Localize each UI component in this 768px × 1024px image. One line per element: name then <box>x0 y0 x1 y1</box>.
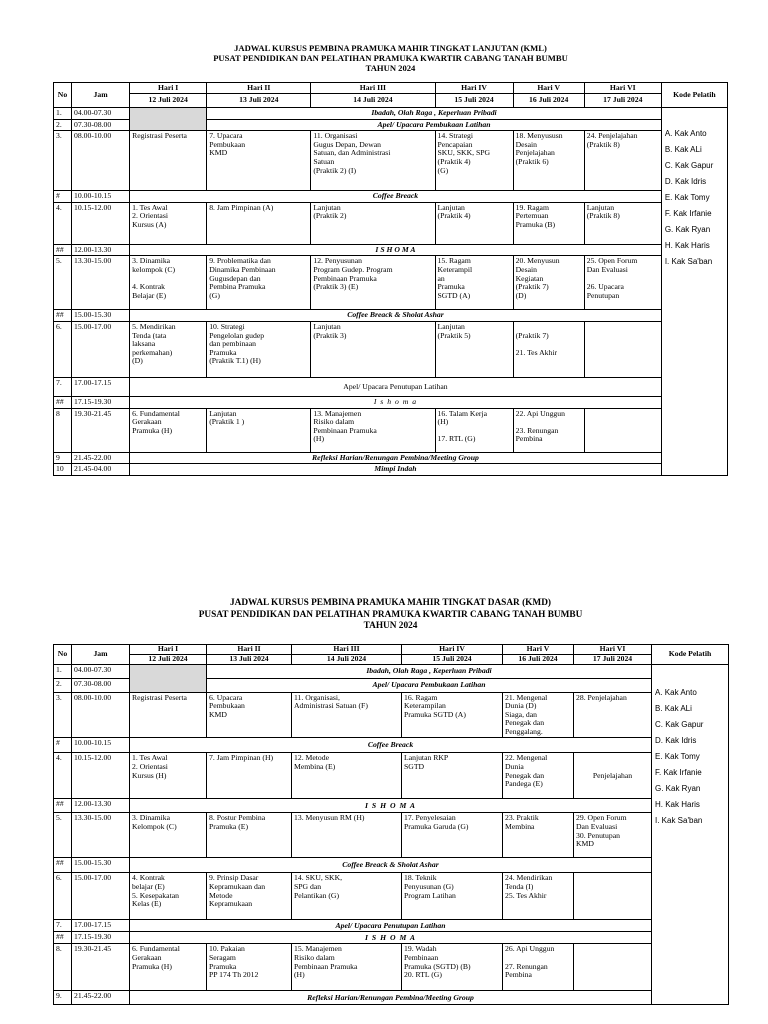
session-cell <box>584 321 661 377</box>
session-cell: 12. Metode Membina (E) <box>292 753 402 799</box>
session-cell: Lanjutan (Praktik 8) <box>584 202 661 244</box>
session-cell: 25. Open Forum Dan Evaluasi 26. Upacara Penutupan <box>584 256 661 310</box>
kml-table <box>53 82 728 476</box>
row-no: 1. <box>54 664 72 678</box>
row-no: 6. <box>54 873 72 920</box>
row-time: 15.00-15.30 <box>72 310 130 322</box>
row-no: 8 <box>54 408 72 452</box>
row-time: 15.00-15.30 <box>72 858 130 873</box>
row-time: 19.30-21.45 <box>72 408 130 452</box>
kml-title-line-1: JADWAL KURSUS PEMBINA PRAMUKA MAHIR TINGKAT LANJUTAN (KML) <box>234 43 547 53</box>
registration-shade <box>130 664 207 692</box>
kml-title-line-3: TAHUN 2024 <box>365 63 416 73</box>
session-cell: 6. Upacara Pembukaan KMD <box>207 692 292 738</box>
activity-span: Ibadah, Olah Raga , Keperluan Pribadi <box>207 664 652 678</box>
session-cell: 14. Strategi Pencapaian SKU, SKK, SPG (Praktik 4) (G) <box>435 131 513 191</box>
session-cell: 6. Fundamental Gerakaan Pramuka (H) <box>130 408 207 452</box>
session-cell: 15. Ragam Keterampil an Pramuka SGTD (A) <box>435 256 513 310</box>
row-time: 21.45-22.00 <box>72 452 130 464</box>
row-time: 17.00-17.15 <box>72 377 130 396</box>
row-time: 10.15-12.00 <box>72 753 130 799</box>
session-cell: 28. Penjelajahan <box>574 692 652 738</box>
row-time: 15.00-17.00 <box>72 873 130 920</box>
activity-span: Mimpi Indah <box>130 464 662 476</box>
session-cell: 5. Mendirikan Tenda (tata laksana perkemahan) (D) <box>130 321 207 377</box>
row-no: ## <box>54 396 72 408</box>
session-cell: 16. Ragam Keterampilan Pramuka SGTD (A) <box>402 692 503 738</box>
session-cell: 9. Problematika dan Dinamika Pembinaan Gugusdepan dan Pembina Pramuka (G) <box>207 256 311 310</box>
activity-span: I s h o m a <box>130 396 662 408</box>
row-no: # <box>54 191 72 203</box>
session-cell: 10. Pakaian Seragam Pramuka PP 174 Th 2012 <box>207 944 292 991</box>
session-cell: 19. Wadah Pembinaan Pramuka (SGTD) (B) 20. RTL (G) <box>402 944 503 991</box>
kml-title-line-2: PUSAT PENDIDIKAN DAN PELATIHAN PRAMUKA KWARTIR CABANG TANAH BUMBU <box>213 53 568 63</box>
row-no: # <box>54 738 72 753</box>
row-no: 6. <box>54 321 72 377</box>
row-no: ## <box>54 932 72 944</box>
kmd-title-line-2: PUSAT PENDIDIKAN DAN PELATIHAN PRAMUKA KWARTIR CABANG TANAH BUMBU <box>198 609 583 620</box>
session-cell: 3. Dinamika Kelompok (C) <box>130 813 207 858</box>
session-cell: 20. Menyusun Desain Kegiatan (Praktik 7) (D) <box>513 256 584 310</box>
activity-span: Apel/ Upacara Penutupan Latihan <box>130 920 652 932</box>
activity-span: Apel/ Upacara Pembukaan Latihan <box>207 119 662 131</box>
row-no: ## <box>54 858 72 873</box>
session-cell: 8. Postur Pembina Pramuka (E) <box>207 813 292 858</box>
col-kode-header: Kode Pelatih <box>661 83 727 108</box>
session-cell <box>574 944 652 991</box>
session-cell: Registrasi Peserta <box>130 131 207 191</box>
session-cell: 8. Jam Pimpinan (A) <box>207 202 311 244</box>
session-cell: Lanjutan (Praktik 4) <box>435 202 513 244</box>
session-cell: 15. Manajemen Risiko dalam Pembinaan Pramuka (H) <box>292 944 402 991</box>
session-cell: Lanjutan (Praktik 3) <box>311 321 435 377</box>
session-cell: 23. Praktik Membina <box>503 813 574 858</box>
row-no: 3. <box>54 131 72 191</box>
kmd-title-line-3: TAHUN 2024 <box>363 621 418 631</box>
activity-span: Coffee Breack <box>130 738 652 753</box>
kode-pelatih-list: A. Kak Anto B. Kak ALi C. Kak Gapur D. Kak Idris E. Kak Tomy F. Kak Irfanie G. Kak Ryan H. Kak Haris I. Kak Sa'ban <box>661 108 727 476</box>
row-no: 9. <box>54 991 72 1005</box>
row-no: 5. <box>54 256 72 310</box>
row-time: 13.30-15.00 <box>72 813 130 858</box>
session-cell: Lanjutan (Praktik 5) <box>435 321 513 377</box>
row-time: 21.45-22.00 <box>72 991 130 1005</box>
row-time: 07.30-08.00 <box>72 678 130 692</box>
row-no: 7. <box>54 377 72 396</box>
row-no: 1. <box>54 108 72 120</box>
row-no: 2. <box>54 119 72 131</box>
session-cell: 6. Fundamental Gerakaan Pramuka (H) <box>130 944 207 991</box>
kml-title <box>53 43 728 73</box>
session-cell: 10. Strategi Pengelolan gudep dan pembinaan Pramuka (Praktik T.1) (H) <box>207 321 311 377</box>
row-no: 9 <box>54 452 72 464</box>
session-cell: 18. Menyususn Desain Penjelajahan (Praktik 6) <box>513 131 584 191</box>
row-time: 10.00-10.15 <box>72 738 130 753</box>
col-jam-header: Jam <box>72 83 130 108</box>
kml-schedule <box>53 43 728 476</box>
session-cell: 18. Teknik Penyusunan (G) Program Latihan <box>402 873 503 920</box>
session-cell: 19. Ragam Pertemuan Pramuka (B) <box>513 202 584 244</box>
activity-span: I S H O M A <box>130 799 652 813</box>
session-cell: 16. Talam Kerja (H) 17. RTL (G) <box>435 408 513 452</box>
session-cell: 4. Kontrak belajar (E) 5. Kesepakatan Kelas (E) <box>130 873 207 920</box>
activity-span: Refleksi Harian/Renungan Pembina/Meeting Group <box>130 991 652 1005</box>
row-time: 04.00-07.30 <box>72 108 130 120</box>
row-time: 12.00-13.30 <box>72 244 130 256</box>
row-time: 10.00-10.15 <box>72 191 130 203</box>
session-cell: 11. Organisasi Gugus Depan, Dewan Satuan, dan Administrasi Satuan (Praktik 2) (I) <box>311 131 435 191</box>
activity-span: Refleksi Harian/Renungan Pembina/Meeting Group <box>130 452 662 464</box>
row-no: 8. <box>54 944 72 991</box>
row-time: 12.00-13.30 <box>72 799 130 813</box>
row-time: 17.15-19.30 <box>72 932 130 944</box>
session-cell: 13. Manajemen Risiko dalam Pembinaan Pramuka (H) <box>311 408 435 452</box>
session-cell: 17. Penyelesaian Pramuka Garuda (G) <box>402 813 503 858</box>
row-time: 10.15-12.00 <box>72 202 130 244</box>
day-header: Hari III <box>311 83 435 94</box>
date-header: 14 Juli 2024 <box>292 654 402 664</box>
day-header: Hari IV <box>402 644 503 654</box>
session-cell: 24. Mendirikan Tenda (I) 25. Tes Akhir <box>503 873 574 920</box>
date-header: 14 Juli 2024 <box>311 94 435 108</box>
row-no: 10 <box>54 464 72 476</box>
session-cell: 26. Api Unggun 27. Renungan Pembina <box>503 944 574 991</box>
kmd-title-line-1: JADWAL KURSUS PEMBINA PRAMUKA MAHIR TINGKAT DASAR (KMD) <box>229 598 552 608</box>
activity-span: Apel/ Upacara Pembukaan Latihan <box>207 678 652 692</box>
row-no: 2. <box>54 678 72 692</box>
session-cell: 1. Tes Awal 2. Orientasi Kursus (A) <box>130 202 207 244</box>
session-cell: 1. Tes Awal 2. Orientasi Kursus (H) <box>130 753 207 799</box>
row-no: ## <box>54 799 72 813</box>
date-header: 15 Juli 2024 <box>402 654 503 664</box>
activity-span: Coffee Breack <box>130 191 662 203</box>
col-no-header: No <box>54 644 72 664</box>
day-header: Hari VI <box>584 83 661 94</box>
col-kode-header: Kode Pelatih <box>652 644 729 664</box>
session-cell: 22. Api Unggun 23. Renungan Pembina <box>513 408 584 452</box>
date-header: 16 Juli 2024 <box>503 654 574 664</box>
session-cell: 21. Mengenal Dunia (D) Siaga, dan Penegak dan Penggalang. <box>503 692 574 738</box>
row-no: 4. <box>54 753 72 799</box>
activity-span: I S H O M A <box>130 932 652 944</box>
date-header: 16 Juli 2024 <box>513 94 584 108</box>
day-header: Hari I <box>130 83 207 94</box>
date-header: 13 Juli 2024 <box>207 94 311 108</box>
session-cell: (Praktik 7) 21. Tes Akhir <box>513 321 584 377</box>
kmd-table <box>53 644 729 1006</box>
row-time: 04.00-07.30 <box>72 664 130 678</box>
row-no: 5. <box>54 813 72 858</box>
day-header: Hari I <box>130 644 207 654</box>
session-cell: 7. Jam Pimpinan (H) <box>207 753 292 799</box>
session-cell: 11. Organisasi, Administrasi Satuan (F) <box>292 692 402 738</box>
row-no: 3. <box>54 692 72 738</box>
row-time: 17.00-17.15 <box>72 920 130 932</box>
date-header: 17 Juli 2024 <box>574 654 652 664</box>
row-time: 15.00-17.00 <box>72 321 130 377</box>
session-cell: 9. Prinsip Dasar Kepramukaan dan Metode Kepramukaan <box>207 873 292 920</box>
row-time: 08.00-10.00 <box>72 131 130 191</box>
day-header: Hari V <box>513 83 584 94</box>
day-header: Hari III <box>292 644 402 654</box>
activity-span: Ibadah, Olah Raga , Keperluan Pribadi <box>207 108 662 120</box>
col-jam-header: Jam <box>72 644 130 664</box>
date-header: 12 Juli 2024 <box>130 654 207 664</box>
session-cell: Lanjutan RKP SGTD <box>402 753 503 799</box>
row-time: 17.15-19.30 <box>72 396 130 408</box>
activity-span: Coffee Breack & Sholat Ashar <box>130 858 652 873</box>
row-time: 19.30-21.45 <box>72 944 130 991</box>
session-cell: 22. Mengenal Dunia Penegak dan Pandega (E) <box>503 753 574 799</box>
session-cell: Penjelajahan <box>574 753 652 799</box>
date-header: 17 Juli 2024 <box>584 94 661 108</box>
session-cell: 14. SKU, SKK, SPG dan Pelantikan (G) <box>292 873 402 920</box>
activity-span: I S H O M A <box>130 244 662 256</box>
session-cell: 12. Penyusunan Program Gudep. Program Pembinaan Pramuka (Praktik 3) (E) <box>311 256 435 310</box>
session-cell: 7. Upacara Pembukaan KMD <box>207 131 311 191</box>
row-time: 07.30-08.00 <box>72 119 130 131</box>
session-cell: 3. Dinamika kelompok (C) 4. Kontrak Belajar (E) <box>130 256 207 310</box>
row-time: 08.00-10.00 <box>72 692 130 738</box>
session-cell: 24. Penjelajahan (Praktik 8) <box>584 131 661 191</box>
day-header: Hari IV <box>435 83 513 94</box>
session-cell: Registrasi Peserta <box>130 692 207 738</box>
day-header: Hari VI <box>574 644 652 654</box>
row-no: ## <box>54 310 72 322</box>
kode-pelatih-list: A. Kak Anto B. Kak ALi C. Kak Gapur D. Kak Idris E. Kak Tomy F. Kak Irfanie G. Kak Ryan H. Kak Haris I. Kak Sa'ban <box>652 664 729 1005</box>
kmd-title <box>53 598 728 633</box>
session-cell <box>574 873 652 920</box>
row-time: 21.45-04.00 <box>72 464 130 476</box>
row-no: 7. <box>54 920 72 932</box>
session-cell: Lanjutan (Praktik 2) <box>311 202 435 244</box>
kmd-schedule <box>53 598 728 1005</box>
row-time: 13.30-15.00 <box>72 256 130 310</box>
date-header: 15 Juli 2024 <box>435 94 513 108</box>
session-cell: 29. Open Forum Dan Evaluasi 30. Penutupan KMD <box>574 813 652 858</box>
day-header: Hari V <box>503 644 574 654</box>
activity-span: Apel/ Upacara Penutupan Latihan <box>130 377 662 396</box>
session-cell: Lanjutan (Praktik 1 ) <box>207 408 311 452</box>
row-no: ## <box>54 244 72 256</box>
date-header: 13 Juli 2024 <box>207 654 292 664</box>
row-no: 4. <box>54 202 72 244</box>
date-header: 12 Juli 2024 <box>130 94 207 108</box>
day-header: Hari II <box>207 644 292 654</box>
day-header: Hari II <box>207 83 311 94</box>
session-cell: 13. Menyusun RM (H) <box>292 813 402 858</box>
session-cell <box>584 408 661 452</box>
registration-shade <box>130 108 207 131</box>
activity-span: Coffee Breack & Sholat Ashar <box>130 310 662 322</box>
col-no-header: No <box>54 83 72 108</box>
